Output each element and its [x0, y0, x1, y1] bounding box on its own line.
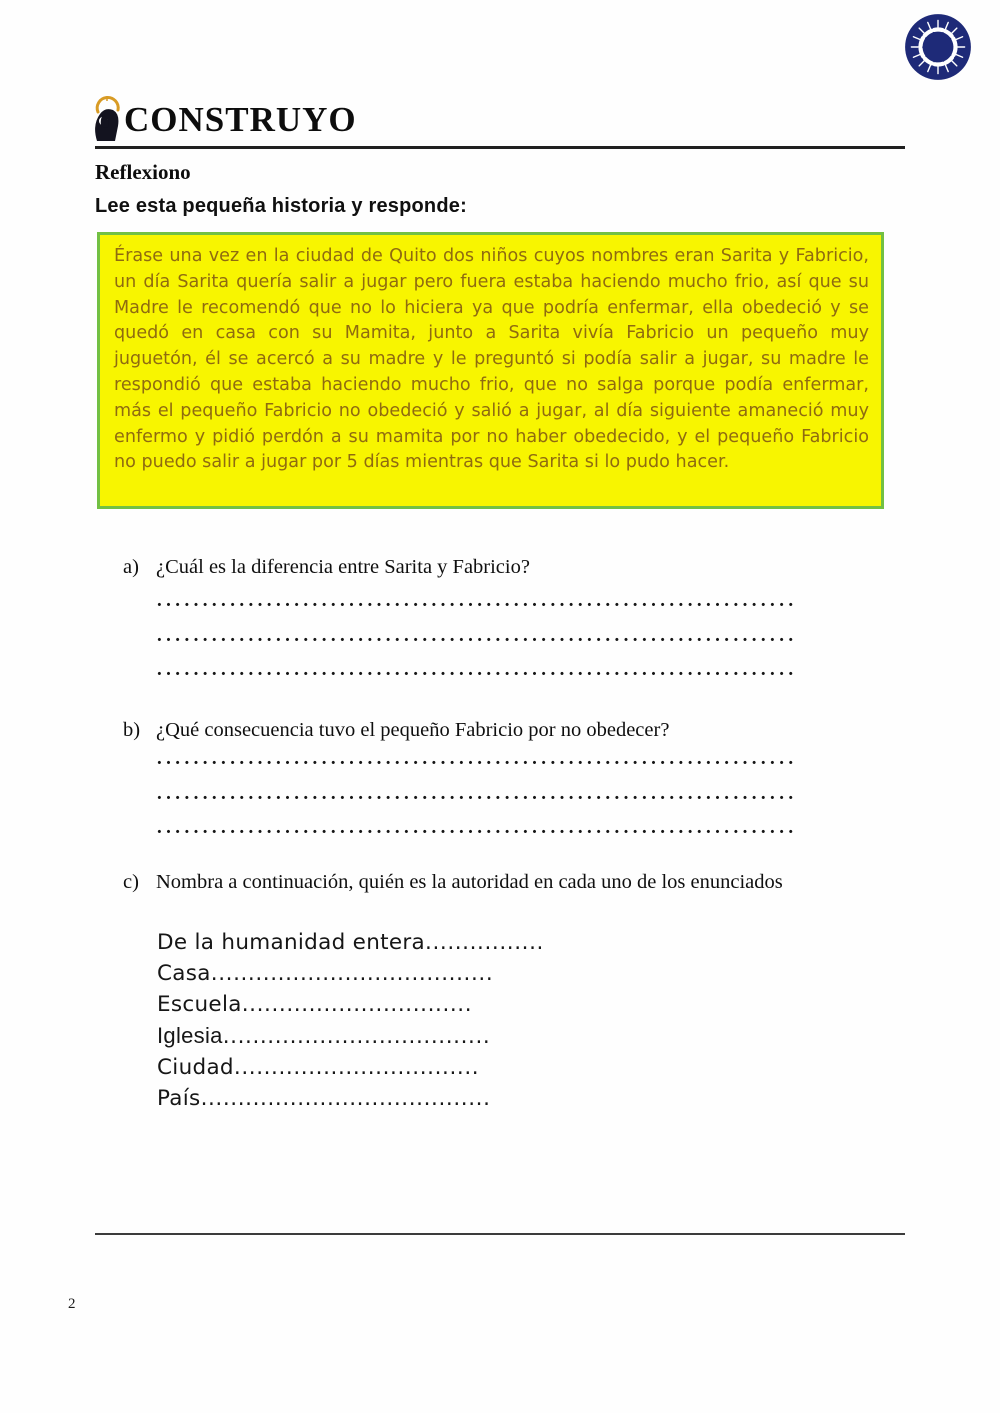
list-item-label: Iglesia: [157, 1023, 223, 1048]
list-item-dots: ....................................: [222, 1024, 491, 1049]
question-c-label: c): [123, 871, 139, 893]
answer-line: ......................................................................: [157, 817, 798, 839]
list-item: [157, 927, 544, 958]
list-item-label: De la humanidad entera: [157, 930, 426, 955]
answer-line: ......................................................................: [157, 782, 798, 804]
question-b-label: b): [123, 719, 141, 741]
list-item-label: País: [157, 1086, 201, 1111]
list-item: [157, 1052, 544, 1083]
answer-line: ......................................................................: [157, 659, 798, 681]
question-a-text: ¿Cuál es la diferencia entre Sarita y Fabricio?: [156, 556, 530, 578]
list-item-dots: .......................................: [200, 1086, 491, 1111]
story-text: Érase una vez en la ciudad de Quito dos niños cuyos nombres eran Sarita y Fabricio, un día Sarita quería salir a jugar pero fuera estaba haciendo mucho frio, así que su Madre le recomendó que no lo hiciera ya que podría enfermar, ella obedeció y se quedó en casa con su Mamita, junto a Sarita vivía Fabricio un pequeño muy juguetón, él se acercó a su madre y le preguntó si podía salir a jugar, su madre le respondió que estaba haciendo mucho frio, que no salga porque podía enfermar, más el pequeño Fabricio no obedeció y salió a jugar, al día siguiente amaneció muy enfermo y pidió perdón a su mamita por no haber obedecido, y el pequeño Fabricio no puedo salir a jugar por 5 días mientras que Sarita si lo pudo hacer.: [114, 246, 869, 473]
question-a: [123, 556, 530, 579]
story-box: [97, 232, 884, 509]
crown-of-thorns-icon: [903, 12, 973, 82]
list-item-dots: ......................................: [210, 961, 494, 986]
question-b-text: ¿Qué consecuencia tuvo el pequeño Fabricio por no obedecer?: [156, 719, 670, 741]
question-c-text: Nombra a continuación, quién es la autoridad en cada uno de los enunciados: [156, 871, 783, 893]
list-item-dots: ................: [425, 930, 544, 955]
authority-list: [157, 927, 544, 1114]
list-item: [157, 1020, 544, 1052]
footer-divider: [95, 1233, 905, 1235]
instruction-heading: Lee esta pequeña historia y responde:: [95, 195, 467, 217]
list-item: [157, 1083, 544, 1114]
school-logo: [903, 12, 973, 82]
masthead: [92, 94, 357, 144]
list-item-label: Escuela: [157, 992, 242, 1017]
section-heading: Reflexiono: [95, 160, 191, 184]
answer-line: ......................................................................: [157, 748, 798, 769]
question-a-label: a): [123, 556, 139, 578]
answer-line: ......................................................................: [157, 624, 798, 646]
header-divider: [95, 146, 905, 149]
list-item-label: Casa: [157, 961, 211, 986]
answer-area-a: [157, 584, 837, 688]
page-title: CONSTRUYO: [124, 99, 357, 139]
question-b: [123, 719, 669, 742]
answer-area-b: [157, 742, 837, 846]
list-item: [157, 989, 544, 1020]
list-item-dots: ...............................: [241, 992, 473, 1017]
list-item: [157, 958, 544, 989]
page-number: 2: [68, 1296, 76, 1312]
construyo-figure-icon: [92, 95, 122, 143]
list-item-label: Ciudad: [157, 1055, 234, 1080]
answer-line: ......................................................................: [157, 590, 798, 611]
list-item-dots: .................................: [233, 1055, 480, 1080]
question-c: [123, 871, 783, 894]
